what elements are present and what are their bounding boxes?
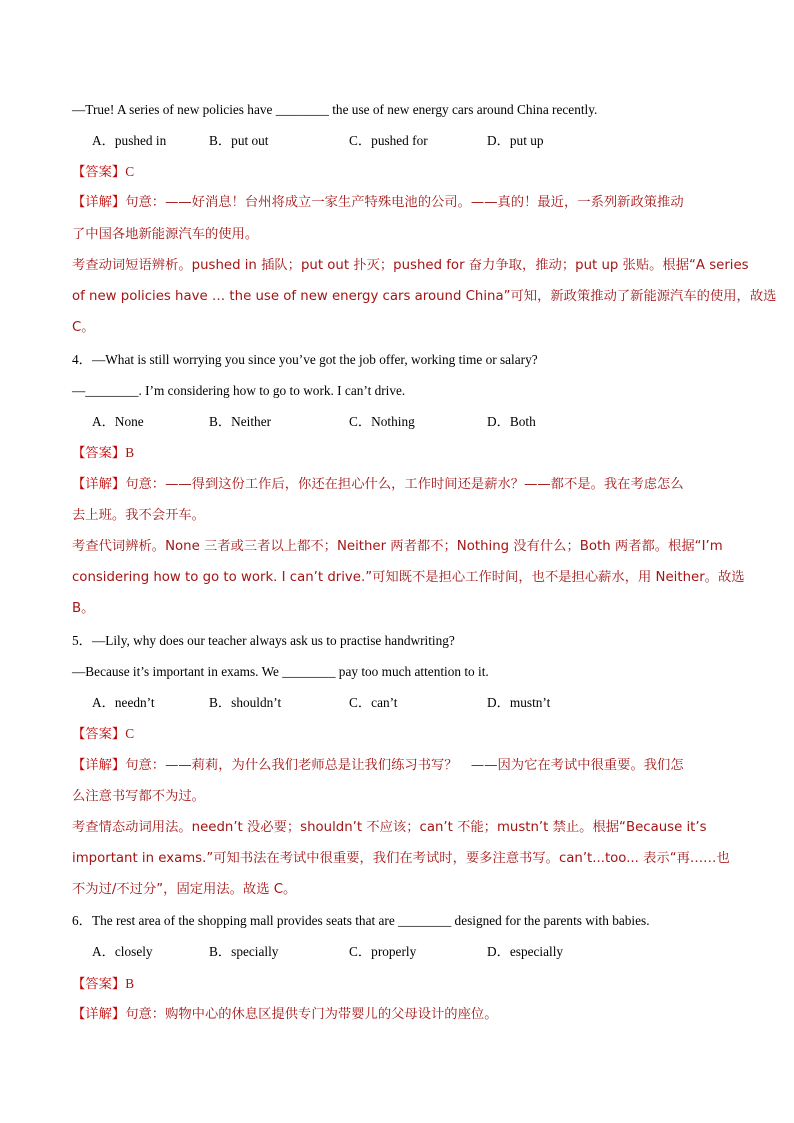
question-5-detail-cont: 么注意书写都不为过。 bbox=[72, 789, 205, 804]
option-a: A．closely bbox=[92, 944, 153, 959]
question-4-detail-cont: 去上班。我不会开车。 bbox=[72, 508, 205, 523]
option-d: D．Both bbox=[487, 414, 536, 429]
question-4-analysis-2: considering how to go to work. I can’t drive.”可知既不是担心工作时间，也不是担心薪水，用 Neither。故选 bbox=[72, 570, 745, 585]
answer-tag: 【答案】 bbox=[72, 446, 126, 461]
question-4-stem-1: 4．—What is still worrying you since you’ve got the job offer, working time or salary? bbox=[72, 352, 538, 367]
question-3-analysis-2: of new policies have … the use of new energy cars around China”可知，新政策推动了新能源汽车的使用，故选 bbox=[72, 289, 777, 304]
option-a: A．needn’t bbox=[92, 695, 155, 710]
answer-tag: 【答案】 bbox=[72, 727, 126, 742]
option-d: D．especially bbox=[487, 944, 564, 959]
question-3-detail bbox=[72, 194, 732, 212]
question-5-analysis-2: important in exams.”可知书法在考试中很重要，我们在考试时，要多注意书写。can’t...too... 表示“再……也 bbox=[72, 851, 730, 866]
question-6-detail bbox=[72, 1006, 732, 1024]
question-3-answer bbox=[72, 163, 732, 182]
detail-text-1: 句意：——得到这份工作后，你还在担心什么，工作时间还是薪水？——都不是。我在考虑怎么 bbox=[125, 477, 684, 492]
detail-text-1: 句意：——好消息！台州将成立一家生产特殊电池的公司。——真的！最近，一系列新政策推动 bbox=[125, 195, 684, 210]
question-3-stem: —True! A series of new policies have ________ the use of new energy cars around China recently. bbox=[72, 102, 598, 117]
question-5-analysis-1: 考查情态动词用法。needn’t 没必要；shouldn’t 不应该；can’t 不能；mustn’t 禁止。根据“Because it’s bbox=[72, 820, 707, 835]
question-4-stem-2: —________. I’m considering how to go to work. I can’t drive. bbox=[72, 383, 406, 398]
option-a: A．None bbox=[92, 414, 144, 429]
option-c: C．can’t bbox=[349, 695, 398, 710]
option-d: D．mustn’t bbox=[487, 695, 551, 710]
answer-tag: 【答案】 bbox=[72, 977, 126, 992]
option-b: B．specially bbox=[209, 944, 279, 959]
detail-text-1: 句意：——莉莉，为什么我们老师总是让我们练习书写？ ——因为它在考试中很重要。我们怎 bbox=[125, 758, 684, 773]
question-3-analysis-1: 考查动词短语辨析。pushed in 插队；put out 扑灭；pushed for 奋力争取，推动；put up 张贴。根据“A series bbox=[72, 258, 749, 273]
question-5-answer bbox=[72, 725, 732, 744]
question-5-analysis-3: 不为过/不过分”，固定用法。故选 C。 bbox=[72, 882, 297, 897]
detail-text-1: 句意：购物中心的休息区提供专门为带婴儿的父母设计的座位。 bbox=[125, 1007, 498, 1022]
answer-value: C bbox=[125, 726, 135, 741]
question-3-detail-cont: 了中国各地新能源汽车的使用。 bbox=[72, 227, 259, 242]
detail-tag: 【详解】 bbox=[72, 195, 126, 210]
answer-tag: 【答案】 bbox=[72, 165, 126, 180]
option-c: C．pushed for bbox=[349, 133, 428, 148]
answer-value: B bbox=[125, 976, 135, 991]
question-4-answer bbox=[72, 444, 732, 463]
question-3-analysis-3: C。 bbox=[72, 320, 95, 335]
option-c: C．Nothing bbox=[349, 414, 415, 429]
question-5-stem-2: —Because it’s important in exams. We ________ pay too much attention to it. bbox=[72, 664, 489, 679]
option-b: B．Neither bbox=[209, 414, 272, 429]
question-6-stem: 6．The rest area of the shopping mall provides seats that are ________ designed for the parents with babies. bbox=[72, 913, 650, 928]
answer-value: B bbox=[125, 445, 135, 460]
question-4-detail bbox=[72, 476, 732, 494]
question-5-detail bbox=[72, 757, 732, 775]
option-c: C．properly bbox=[349, 944, 417, 959]
answer-value: C bbox=[125, 164, 135, 179]
question-4-analysis-3: B。 bbox=[72, 601, 95, 616]
question-6-answer bbox=[72, 975, 732, 994]
question-5-stem-1: 5．—Lily, why does our teacher always ask us to practise handwriting? bbox=[72, 633, 455, 648]
question-4-analysis-1: 考查代词辨析。None 三者或三者以上都不；Neither 两者都不；Nothing 没有什么；Both 两者都。根据“I’m bbox=[72, 539, 723, 554]
detail-tag: 【详解】 bbox=[72, 1007, 126, 1022]
option-b: B．put out bbox=[209, 133, 269, 148]
option-b: B．shouldn’t bbox=[209, 695, 282, 710]
option-a: A．pushed in bbox=[92, 133, 167, 148]
detail-tag: 【详解】 bbox=[72, 477, 126, 492]
detail-tag: 【详解】 bbox=[72, 758, 126, 773]
option-d: D．put up bbox=[487, 133, 544, 148]
